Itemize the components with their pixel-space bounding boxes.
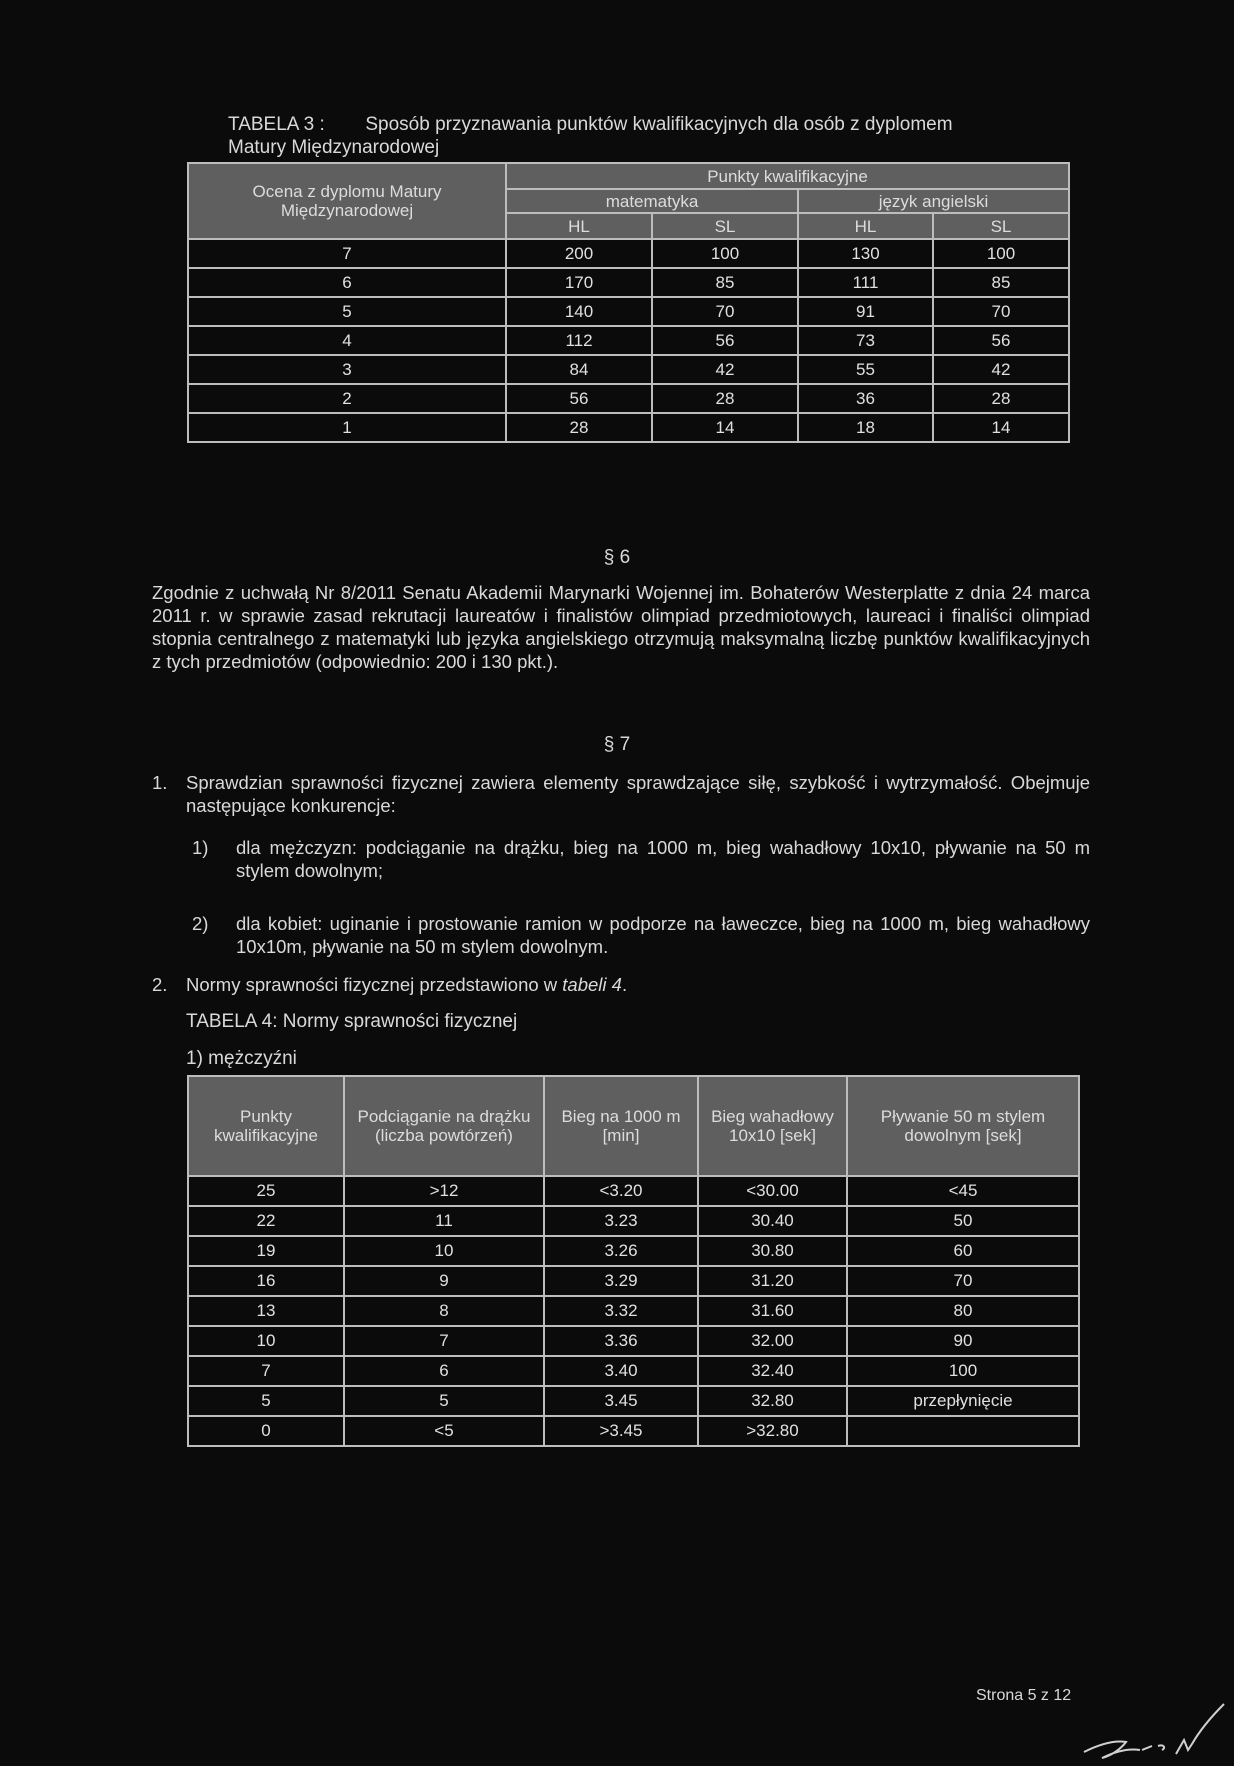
table4-cell: <45 [847, 1176, 1079, 1206]
table3-cell: 42 [933, 355, 1069, 384]
table3-cell: 130 [798, 239, 933, 268]
section7-item1-number: 1. [152, 772, 168, 793]
table4-cell: 3.29 [544, 1266, 698, 1296]
table3-cell: 140 [506, 297, 652, 326]
table3-cell: 28 [652, 384, 798, 413]
table3-cell: 36 [798, 384, 933, 413]
table4-cell: 3.26 [544, 1236, 698, 1266]
section7-item2-text-a: Normy sprawności fizycznej przedstawiono w [186, 974, 563, 995]
table4 [187, 1075, 1080, 1447]
table4-cell: 11 [344, 1206, 544, 1236]
table4-cell: 50 [847, 1206, 1079, 1236]
table3-cell: 111 [798, 268, 933, 297]
table4-cell: 3.45 [544, 1386, 698, 1416]
table4-cell: 70 [847, 1266, 1079, 1296]
table4-cell: 3.36 [544, 1326, 698, 1356]
table3-cell: 70 [933, 297, 1069, 326]
table3-cell: 14 [933, 413, 1069, 442]
table4-cell: 10 [188, 1326, 344, 1356]
table3-cell: 2 [188, 384, 506, 413]
table4-cell: 32.40 [698, 1356, 847, 1386]
table4-cell: >12 [344, 1176, 544, 1206]
table4-cell: 31.60 [698, 1296, 847, 1326]
table4-cell: <5 [344, 1416, 544, 1446]
table3-header-math: matematyka [506, 189, 798, 213]
table3-header-hl-english: HL [798, 213, 933, 239]
table4-row [188, 1296, 1079, 1326]
table4-header-cell: Bieg na 1000 m [min] [544, 1076, 698, 1176]
table3-cell: 5 [188, 297, 506, 326]
table3-row [188, 413, 1069, 442]
table3-cell: 70 [652, 297, 798, 326]
section7-sub2-number: 2) [192, 913, 209, 934]
table4-cell: 8 [344, 1296, 544, 1326]
table4-reference: tabeli 4 [562, 974, 622, 995]
table3-cell: 56 [933, 326, 1069, 355]
table3-row [188, 297, 1069, 326]
table4-body [188, 1176, 1079, 1446]
table3-cell: 100 [652, 239, 798, 268]
table3-cell: 56 [652, 326, 798, 355]
table4-cell: 3.32 [544, 1296, 698, 1326]
table4-header-cell: Podciąganie na drążku (liczba powtórzeń) [344, 1076, 544, 1176]
table3-cell: 100 [933, 239, 1069, 268]
table3-cell: 18 [798, 413, 933, 442]
section7-item2-text [186, 973, 886, 996]
table4-cell: >32.80 [698, 1416, 847, 1446]
table4-row [188, 1176, 1079, 1206]
table3-cell: 85 [652, 268, 798, 297]
table4-cell: 13 [188, 1296, 344, 1326]
table4-cell: 90 [847, 1326, 1079, 1356]
table3-cell: 42 [652, 355, 798, 384]
table3-row [188, 355, 1069, 384]
table4-cell: 7 [344, 1326, 544, 1356]
table3-row [188, 326, 1069, 355]
section7-item1-text: Sprawdzian sprawności fizycznej zawiera elementy sprawdzające siłę, szybkość i wytrzymałość. Obejmuje następujące konkurencje: [186, 772, 1090, 816]
table4-row [188, 1266, 1079, 1296]
table3-header-hl-math: HL [506, 213, 652, 239]
table4-header-cell: Bieg wahadłowy 10x10 [sek] [698, 1076, 847, 1176]
table3-cell: 14 [652, 413, 798, 442]
table4-cell: przepłynięcie [847, 1386, 1079, 1416]
table4-row [188, 1326, 1079, 1356]
section7-sub1-text: dla mężczyzn: podciąganie na drążku, bieg na 1000 m, bieg wahadłowy 10x10, pływanie na 50 m stylem dowolnym; [236, 837, 1090, 881]
table3-cell: 56 [506, 384, 652, 413]
table4-header-cell: Pływanie 50 m stylem dowolnym [sek] [847, 1076, 1079, 1176]
section6-heading: § 6 [603, 547, 631, 568]
table3-cell: 91 [798, 297, 933, 326]
table4-row [188, 1416, 1079, 1446]
table3-caption [228, 113, 1088, 136]
table3-cell: 85 [933, 268, 1069, 297]
table4-cell: 31.20 [698, 1266, 847, 1296]
table3 [187, 162, 1070, 443]
section7-sub1-number: 1) [192, 837, 209, 858]
table3-row [188, 239, 1069, 268]
table4-cell: <30.00 [698, 1176, 847, 1206]
table4-cell: 32.00 [698, 1326, 847, 1356]
page-number: Strona 5 z 12 [976, 1687, 1072, 1704]
table3-cell: 55 [798, 355, 933, 384]
table3-caption-label: TABELA 3 : [228, 114, 325, 135]
table4-cell: >3.45 [544, 1416, 698, 1446]
table4-cell: 16 [188, 1266, 344, 1296]
table3-cell: 1 [188, 413, 506, 442]
table4-cell: 100 [847, 1356, 1079, 1386]
table4-row [188, 1356, 1079, 1386]
table4-cell [847, 1416, 1079, 1446]
table4-cell: 32.80 [698, 1386, 847, 1416]
table3-row [188, 384, 1069, 413]
table4-cell: 10 [344, 1236, 544, 1266]
section7-item2-number: 2. [152, 974, 168, 995]
table4-cell: 25 [188, 1176, 344, 1206]
table4-cell: 5 [188, 1386, 344, 1416]
handwritten-initials [1080, 1700, 1230, 1762]
table4-cell: <3.20 [544, 1176, 698, 1206]
table3-cell: 112 [506, 326, 652, 355]
table3-cell: 3 [188, 355, 506, 384]
table4-cell: 30.80 [698, 1236, 847, 1266]
section7-sub2-text: dla kobiet: uginanie i prostowanie ramion w podporze na ławeczce, bieg na 1000 m, bieg wahadłowy 10x10m, pływanie na 50 m stylem dowolnym. [236, 913, 1090, 957]
table4-caption: TABELA 4: Normy sprawności fizycznej [186, 1011, 518, 1032]
table4-cell: 3.23 [544, 1206, 698, 1236]
table3-row [188, 268, 1069, 297]
table4-header-cell: Punkty kwalifikacyjne [188, 1076, 344, 1176]
section7-item2-text-c: . [621, 974, 628, 995]
table3-cell: 170 [506, 268, 652, 297]
table3-header-group: Punkty kwalifikacyjne [506, 163, 1069, 189]
table4-cell: 9 [344, 1266, 544, 1296]
table3-cell: 7 [188, 239, 506, 268]
table3-header-sl-math: SL [652, 213, 798, 239]
section6-paragraph: Zgodnie z uchwałą Nr 8/2011 Senatu Akademii Marynarki Wojennej im. Bohaterów Westerplatte z dnia 24 marca 2011 r. w sprawie zasad rekrutacji laureatów i finalistów olimpiad przedmiotowych, laureaci i finaliści olimpiad stopnia centralnego z matematyki lub języka angielskiego otrzymują maksymalną liczbę punktów kwalifikacyjnych z tych przedmiotów (odpowiednio: 200 i 130 pkt.). [152, 582, 1090, 672]
table3-header-english: język angielski [798, 189, 1069, 213]
table4-row [188, 1386, 1079, 1416]
table3-header-sl-english: SL [933, 213, 1069, 239]
table3-cell: 200 [506, 239, 652, 268]
table4-header-row [188, 1076, 1079, 1176]
table4-cell: 60 [847, 1236, 1079, 1266]
table4-row [188, 1236, 1079, 1266]
table3-cell: 84 [506, 355, 652, 384]
table4-cell: 80 [847, 1296, 1079, 1326]
table3-cell: 6 [188, 268, 506, 297]
table3-header-grade: Ocena z dyplomu Matury Międzynarodowej [188, 163, 506, 239]
table4-row [188, 1206, 1079, 1236]
table4-cell: 7 [188, 1356, 344, 1386]
table4-cell: 30.40 [698, 1206, 847, 1236]
table4-cell: 5 [344, 1386, 544, 1416]
table3-cell: 73 [798, 326, 933, 355]
table3-cell: 4 [188, 326, 506, 355]
table3-cell: 28 [506, 413, 652, 442]
table4-cell: 6 [344, 1356, 544, 1386]
table3-caption-cont: Matury Międzynarodowej [228, 137, 440, 158]
table4-cell: 0 [188, 1416, 344, 1446]
table4-subcaption: 1) mężczyźni [186, 1048, 297, 1069]
table3-cell: 28 [933, 384, 1069, 413]
table4-cell: 22 [188, 1206, 344, 1236]
section7-heading: § 7 [603, 734, 631, 755]
table4-cell: 3.40 [544, 1356, 698, 1386]
table3-caption-text: Sposób przyznawania punktów kwalifikacyjnych dla osób z dyplomem [365, 114, 953, 135]
table3-body [188, 239, 1069, 442]
table4-cell: 19 [188, 1236, 344, 1266]
